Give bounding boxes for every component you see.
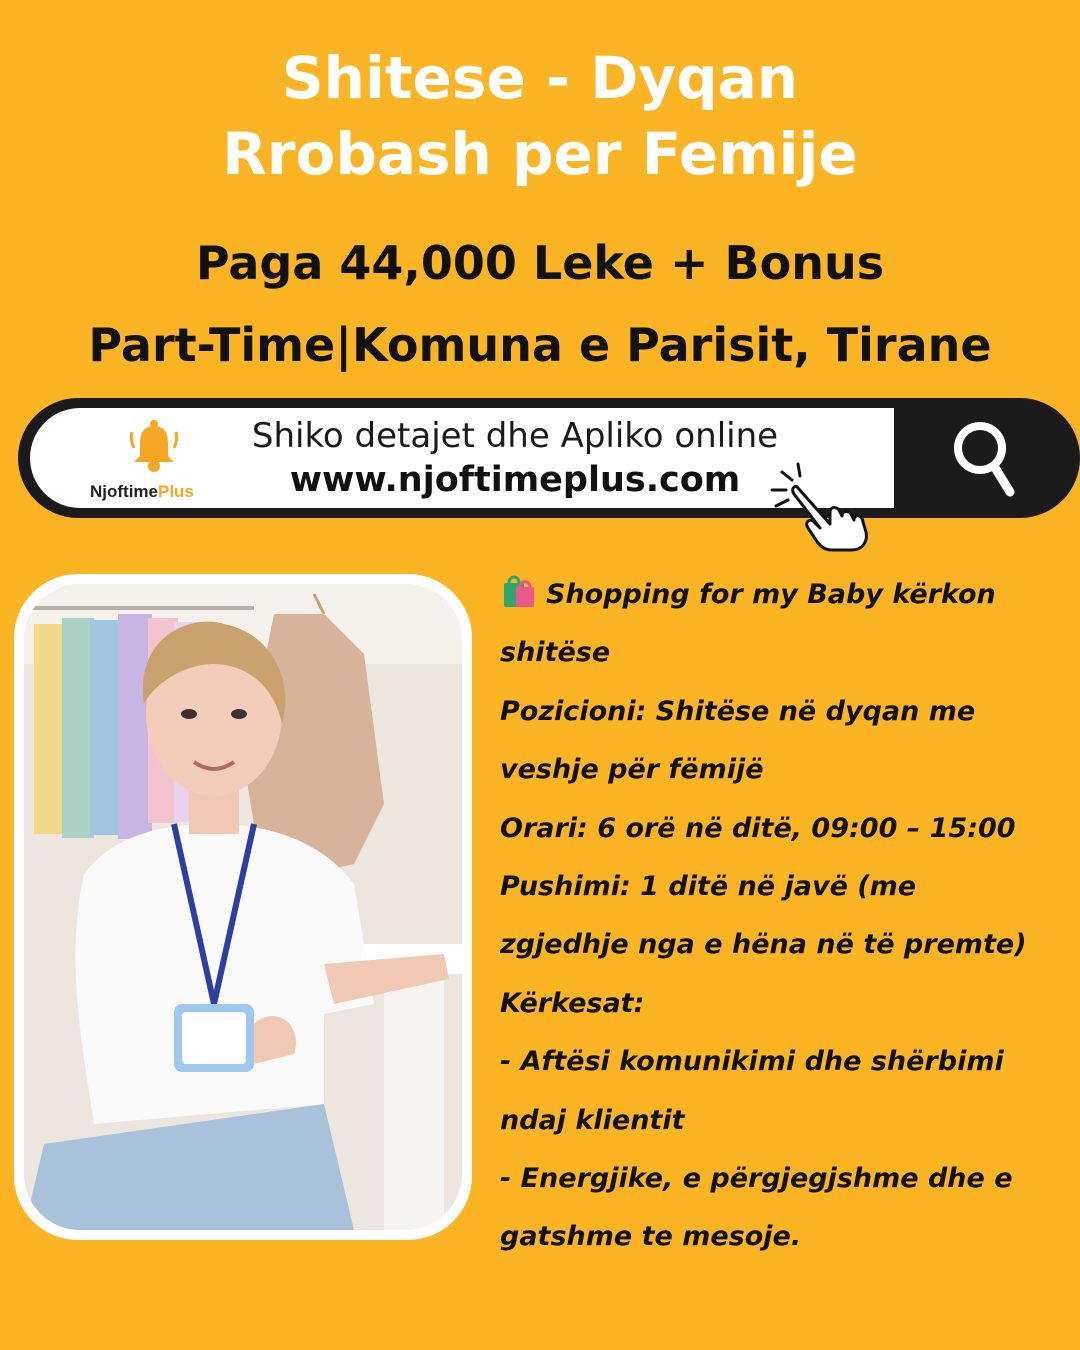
requirement-2-line1: - Energjike, e përgjegjshme dhe e (500, 1163, 1013, 1195)
requirements-title: Kërkesat: (500, 987, 645, 1019)
job-title-line1: Shitese - Dyqan (281, 44, 799, 112)
apply-online-text: Shiko detajet dhe Apliko online (251, 416, 779, 456)
search-bar[interactable] (18, 398, 1080, 518)
magnifier-icon[interactable] (942, 414, 1032, 504)
njoftimeplus-logo (80, 418, 220, 502)
logo-text-njoftime: Njoftime (90, 482, 158, 501)
position-line2: veshje për fëmijë (500, 754, 764, 786)
hours-line: Orari: 6 orë në ditë, 09:00 – 15:00 (500, 812, 1016, 844)
rest-line2: zgjedhje nga e hëna në të premte) (500, 929, 1027, 961)
position-line1: Pozicioni: Shitëse në dyqan me (500, 695, 976, 727)
intro-text-line2: shitëse (500, 637, 611, 669)
job-description (500, 566, 1040, 1267)
salary-text: Paga 44,000 Leke + Bonus (195, 236, 885, 290)
job-title (0, 40, 1080, 192)
requirement-2-line2: gatshme te mesoje. (500, 1221, 802, 1253)
job-title-line2: Rrobash per Femije (222, 120, 858, 188)
requirement-1-line2: ndaj klientit (500, 1104, 685, 1136)
intro-text-line1: Shopping for my Baby kërkon (546, 579, 996, 610)
requirement-1-line1: - Aftësi komunikimi dhe shërbimi (500, 1046, 1004, 1078)
schedule-location-text: Part-Time|Komuna e Parisit, Tirane (88, 318, 992, 372)
bell-icon (128, 418, 180, 474)
pointer-hand-icon (768, 462, 872, 552)
intro-line (500, 566, 1040, 624)
rest-line1: Pushimi: 1 ditë në javë (me (500, 871, 917, 903)
logo-text-plus: Plus (158, 482, 194, 501)
saleswoman-photo (24, 584, 462, 1230)
website-link[interactable]: www.njoftimeplus.com (289, 460, 741, 500)
search-field[interactable] (30, 408, 894, 508)
photo-frame (14, 574, 472, 1240)
shopping-bags-icon (500, 571, 538, 609)
